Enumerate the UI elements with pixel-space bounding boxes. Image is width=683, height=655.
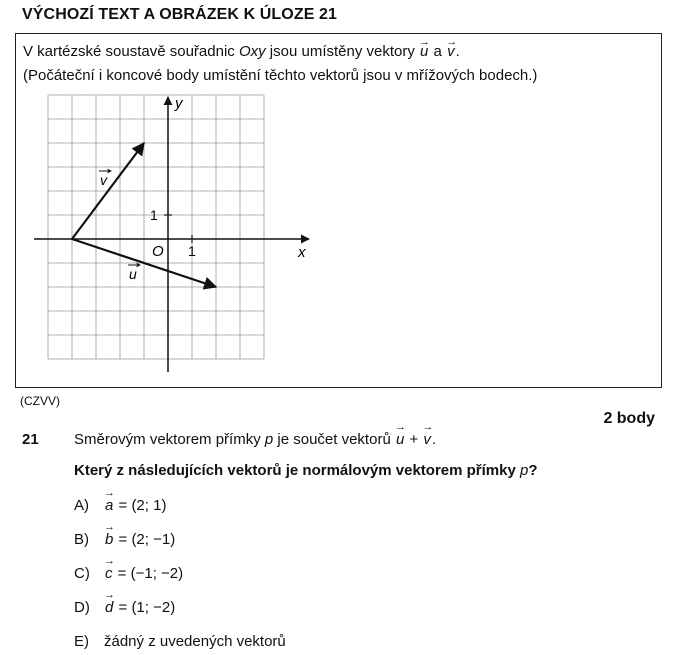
vector-u-symbol: → u bbox=[419, 40, 429, 64]
points-value: 2 body bbox=[603, 410, 655, 427]
option-label: B) bbox=[74, 531, 89, 548]
intro-text-part: jsou umístěny vektory bbox=[265, 43, 420, 60]
line-p: p bbox=[264, 431, 274, 448]
question-text bbox=[74, 431, 436, 448]
x-axis-label: x bbox=[298, 244, 306, 261]
vector-b-symbol: → b bbox=[104, 531, 114, 548]
intro-text-part: a bbox=[429, 43, 447, 60]
option-a[interactable] bbox=[74, 497, 166, 514]
source-note: (CZVV) bbox=[20, 394, 60, 408]
option-value: = (2; 1) bbox=[114, 497, 167, 514]
plus-sign: + bbox=[405, 431, 423, 448]
section-heading: VÝCHOZÍ TEXT A OBRÁZEK K ÚLOZE 21 bbox=[22, 6, 338, 23]
option-label: E) bbox=[74, 633, 89, 650]
intro-text-part: . bbox=[455, 43, 460, 60]
intro-text-part: V kartézské soustavě souřadnic bbox=[23, 43, 239, 60]
intro-line-2: (Počáteční i koncové body umístění těchto vektorů jsou v mřížových bodech.) bbox=[23, 67, 538, 84]
vector-v-label: v bbox=[100, 172, 107, 188]
question-text-part: . bbox=[431, 431, 437, 448]
intro-oxy: Oxy bbox=[238, 43, 266, 60]
vector-u-label: u bbox=[129, 266, 137, 282]
option-label: D) bbox=[74, 599, 90, 616]
y-axis-label: y bbox=[175, 95, 183, 112]
vector-d-symbol: → d bbox=[104, 599, 114, 616]
vector-v-symbol: → v bbox=[446, 40, 456, 64]
sum-vector-u: → u bbox=[395, 431, 405, 448]
option-b[interactable] bbox=[74, 531, 175, 548]
vector-c-symbol: → c bbox=[104, 565, 114, 582]
x-tick-one-label: 1 bbox=[188, 243, 196, 259]
vector-a-symbol: → a bbox=[104, 497, 114, 514]
sum-vector-v: → v bbox=[422, 431, 432, 448]
question-number: 21 bbox=[22, 431, 39, 448]
option-value: žádný z uvedených vektorů bbox=[104, 633, 286, 650]
option-value: = (2; −1) bbox=[114, 531, 176, 548]
option-label: A) bbox=[74, 497, 89, 514]
option-d[interactable] bbox=[74, 599, 175, 616]
option-value: = (−1; −2) bbox=[113, 565, 184, 582]
option-e[interactable] bbox=[74, 633, 286, 650]
line-p: p bbox=[520, 462, 529, 479]
option-label: C) bbox=[74, 565, 90, 582]
question-prompt-part: Který z následujících vektorů je normálovým vektorem přímky bbox=[74, 462, 521, 479]
question-text-part: Směrovým vektorem přímky bbox=[74, 431, 265, 448]
question-prompt-part: ? bbox=[528, 462, 538, 479]
question-prompt bbox=[74, 462, 538, 479]
option-value: = (1; −2) bbox=[114, 599, 176, 616]
y-tick-one-label: 1 bbox=[150, 207, 158, 223]
option-c[interactable] bbox=[74, 565, 183, 582]
origin-label: O bbox=[152, 243, 164, 260]
question-text-part: je součet vektorů bbox=[273, 431, 395, 448]
